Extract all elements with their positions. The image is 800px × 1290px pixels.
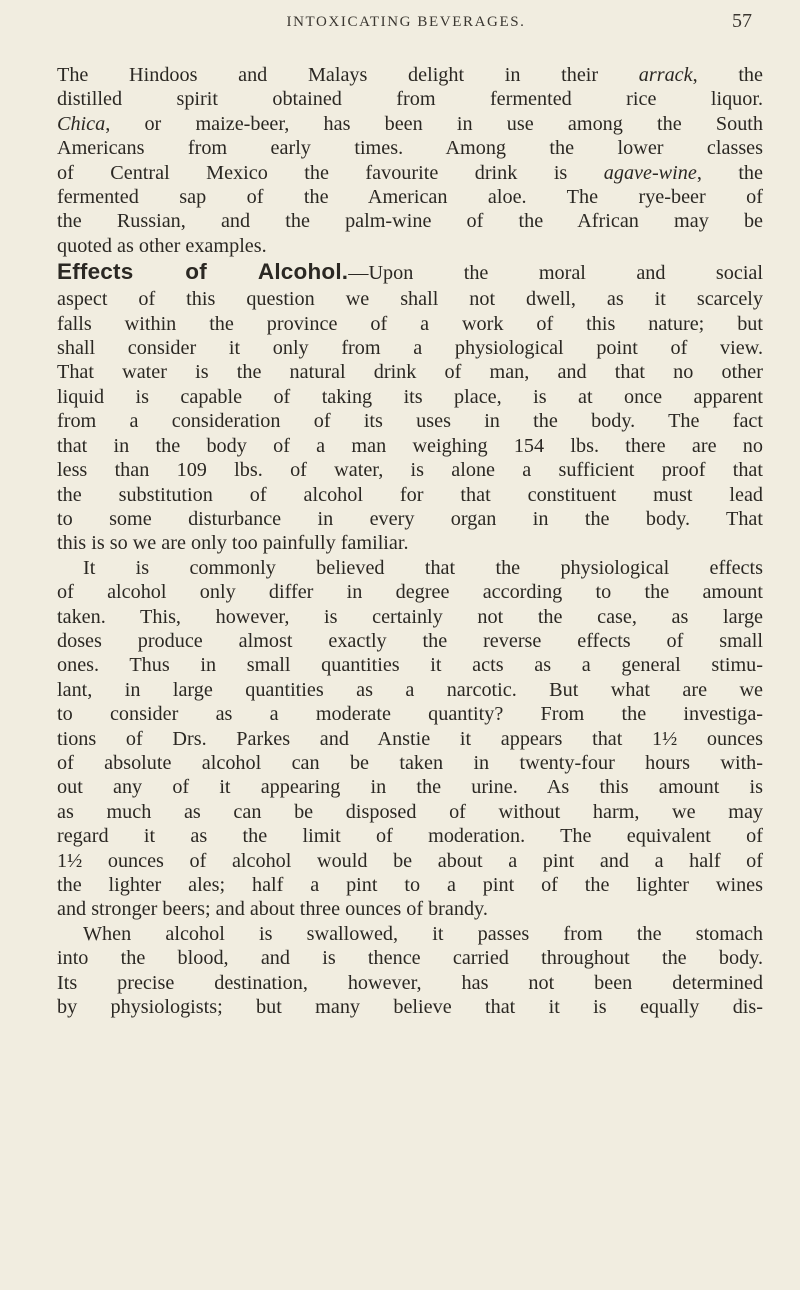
text-line: 1½ ounces of alcohol would be about a pint and a half of bbox=[57, 849, 763, 872]
paragraph-destination bbox=[57, 922, 763, 1020]
text-line: doses produce almost exactly the reverse effects of small bbox=[57, 629, 763, 652]
running-title: INTOXICATING BEVERAGES. bbox=[286, 14, 526, 30]
running-head bbox=[60, 10, 752, 40]
text-line: That water is the natural drink of man, and that no other bbox=[57, 361, 763, 384]
text-line: the lighter ales; half a pint to a pint of the lighter wines bbox=[57, 874, 763, 896]
text-line: fermented sap of the American aloe. The rye-beer of bbox=[57, 186, 763, 209]
paragraph-beverages-examples bbox=[57, 63, 763, 258]
text-line: Americans from early times. Among the lower classes bbox=[57, 137, 763, 160]
text-line: ones. Thus in small quantities it acts as a general stimu- bbox=[57, 654, 763, 677]
text-line: out any of it appearing in the urine. As this amount is bbox=[57, 776, 763, 799]
text-line: less than 109 lbs. of water, is alone a sufficient proof that bbox=[57, 459, 763, 482]
paragraph-moderation bbox=[57, 556, 763, 922]
text-line: that in the body of a man weighing 154 lbs. there are no bbox=[57, 434, 763, 457]
text-line: regard it as the limit of moderation. The equivalent of bbox=[57, 825, 763, 848]
text-line: to consider as a moderate quantity? From the investiga- bbox=[57, 703, 763, 726]
text-line: The Hindoos and Malays delight in their arrack, the bbox=[57, 64, 763, 86]
italic-term: Chica bbox=[57, 112, 106, 135]
text-line: of Central Mexico the favourite drink is agave-wine, the bbox=[57, 161, 763, 184]
text-line: Chica, or maize-beer, has been in use among the South bbox=[57, 112, 763, 135]
text-line: of absolute alcohol can be taken in twenty-four hours with- bbox=[57, 751, 763, 774]
italic-term: arrack bbox=[638, 64, 693, 86]
text-line: tions of Drs. Parkes and Anstie it appears that 1½ ounces bbox=[57, 727, 763, 750]
text-line: lant, in large quantities as a narcotic. But what are we bbox=[57, 678, 763, 701]
page-number: 57 bbox=[732, 10, 752, 32]
section-heading: Effects of Alcohol. bbox=[57, 259, 349, 285]
italic-term: agave-wine bbox=[603, 161, 697, 184]
text-line: the Russian, and the palm-wine of the African may be bbox=[57, 210, 763, 233]
text-line: It is commonly believed that the physiological effects bbox=[83, 556, 763, 579]
text-line: quoted as other examples. bbox=[57, 234, 267, 257]
text-line: by physiologists; but many believe that it is equally dis- bbox=[57, 996, 763, 1019]
text-line: taken. This, however, is certainly not the case, as large bbox=[57, 605, 763, 628]
text-line: Its precise destination, however, has not been determined bbox=[57, 971, 763, 994]
text-line: of alcohol only differ in degree according to the amount bbox=[57, 581, 763, 604]
paragraph-effects-of-alcohol bbox=[57, 258, 763, 555]
text-line: aspect of this question we shall not dwell, as it scarcely bbox=[57, 288, 763, 311]
body-text bbox=[57, 63, 763, 1019]
text-line: distilled spirit obtained from fermented rice liquor. bbox=[57, 88, 763, 111]
text-line: this is so we are only too painfully familiar. bbox=[57, 532, 409, 555]
text-line: the substitution of alcohol for that constituent must lead bbox=[57, 483, 763, 506]
text-line: falls within the province of a work of this nature; but bbox=[57, 312, 763, 335]
text-line: Effects of Alcohol.—Upon the moral and social bbox=[57, 259, 763, 285]
text-line: into the blood, and is thence carried throughout the body. bbox=[57, 947, 763, 970]
text-line: When alcohol is swallowed, it passes from the stomach bbox=[83, 922, 763, 945]
text-line: liquid is capable of taking its place, is at once apparent bbox=[57, 385, 763, 408]
text-line: from a consideration of its uses in the body. The fact bbox=[57, 410, 763, 433]
text-line: as much as can be disposed of without harm, we may bbox=[57, 800, 763, 823]
text-line: and stronger beers; and about three ounces of brandy. bbox=[57, 898, 488, 921]
text-line: to some disturbance in every organ in the body. That bbox=[57, 507, 763, 530]
text-line: shall consider it only from a physiological point of view. bbox=[57, 337, 763, 360]
